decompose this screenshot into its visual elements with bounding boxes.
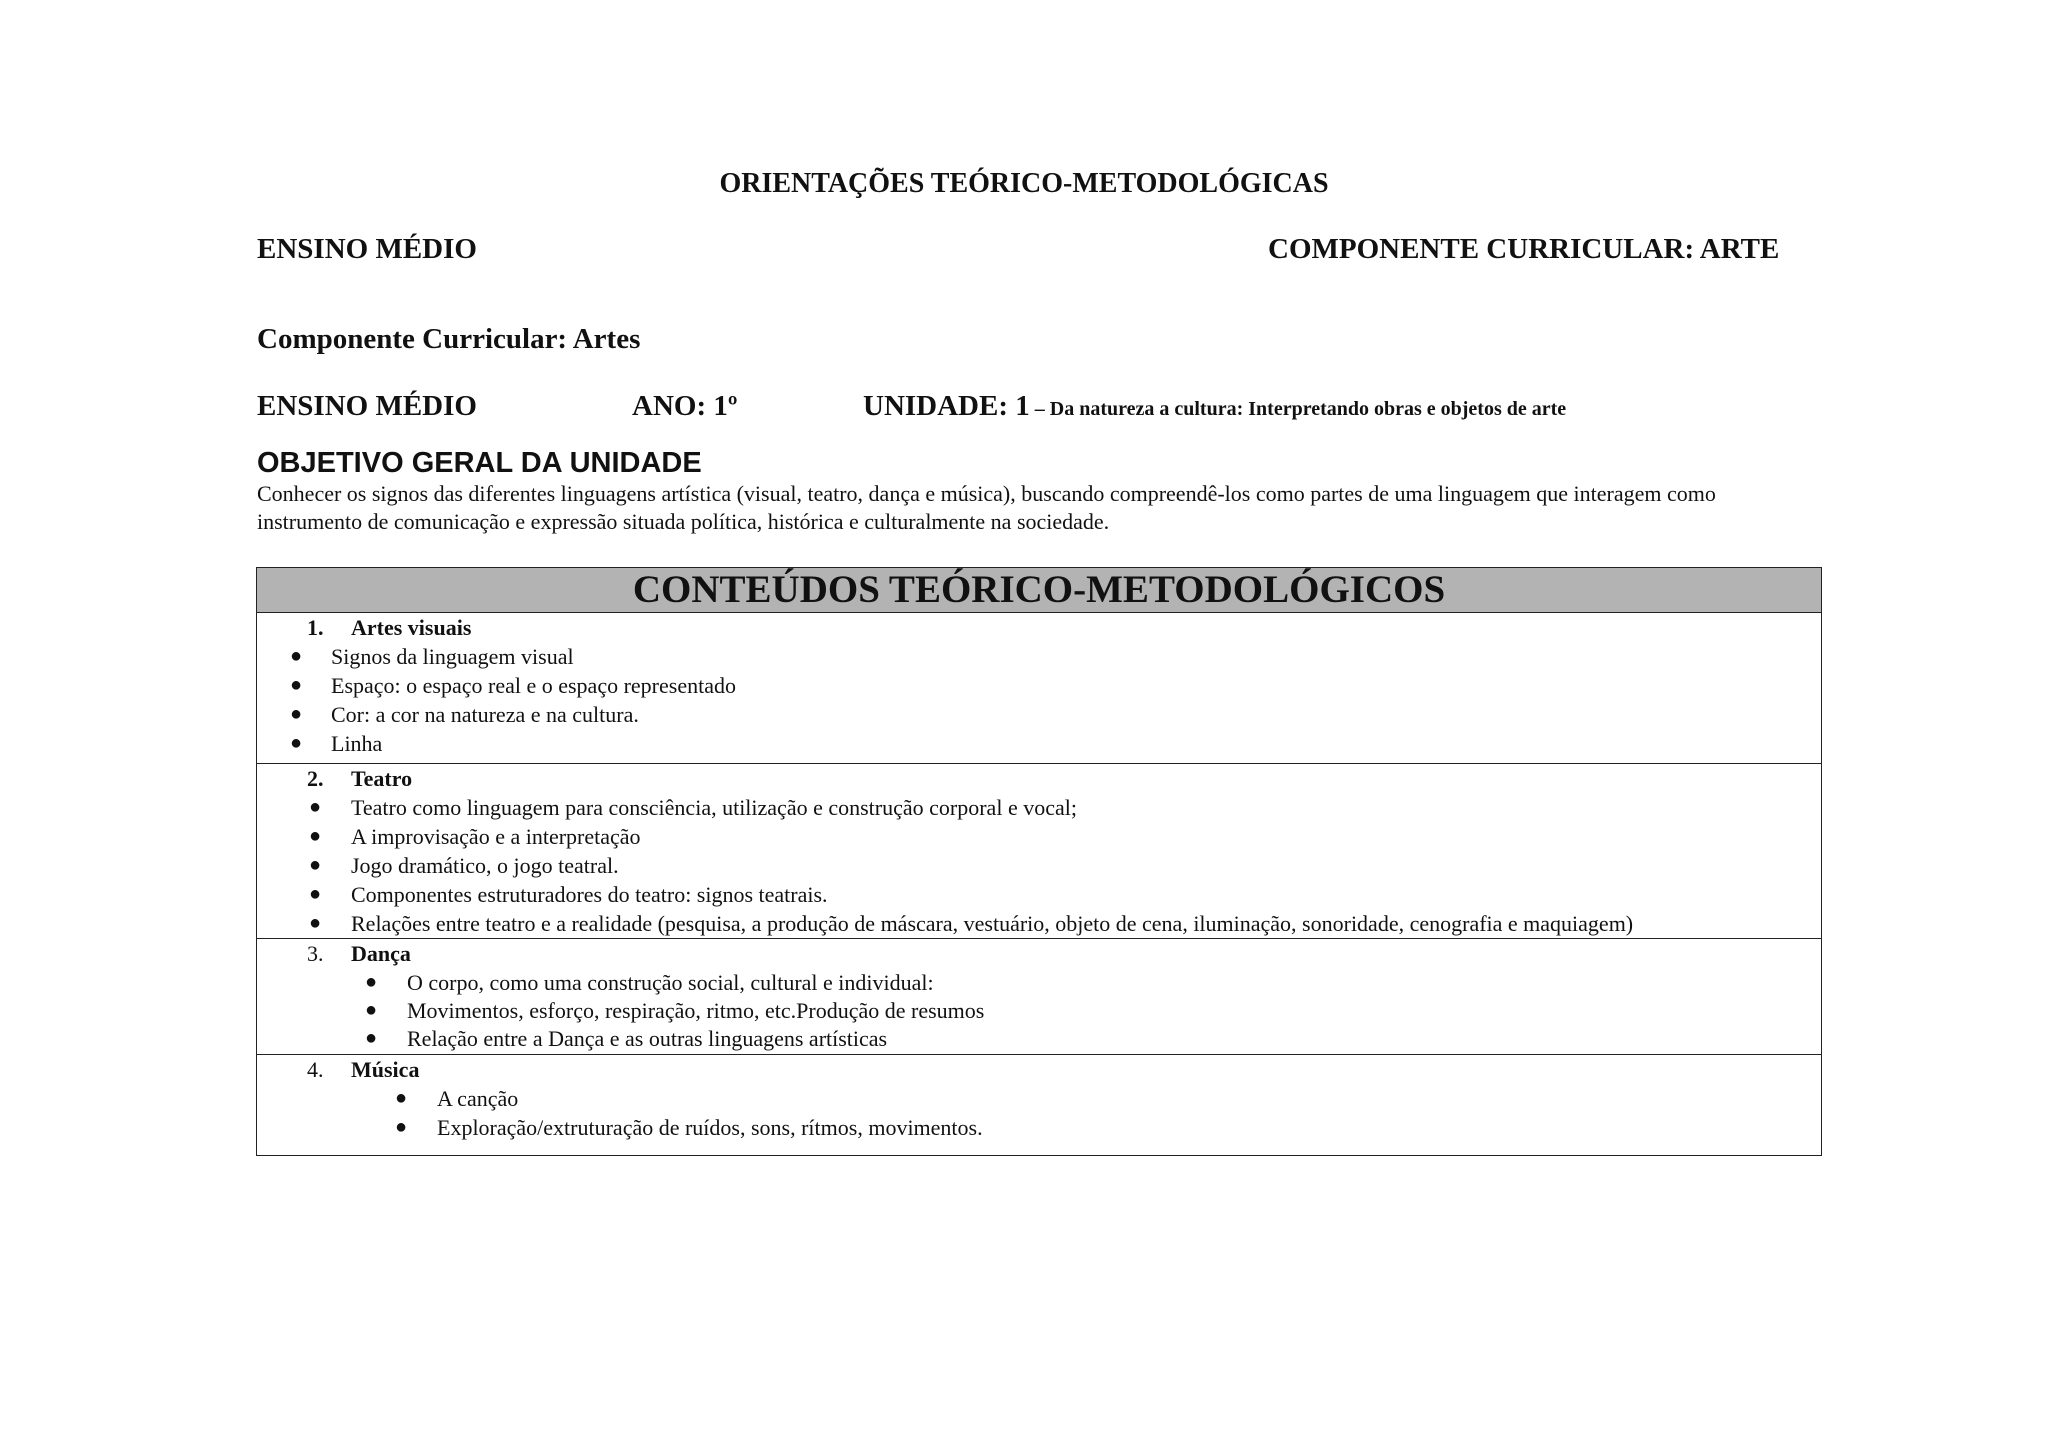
- item-text: Relações entre teatro e a realidade (pesquisa, a produção de máscara, vestuário, objeto de cena, iluminação, sonoridade, cenografia e maquiagem): [351, 911, 1634, 936]
- section-danca: [257, 939, 1821, 1055]
- list-item: [257, 996, 1821, 1024]
- section-number: 3.: [307, 941, 324, 966]
- section-heading: [257, 939, 1821, 968]
- component-subtitle: Componente Curricular: Artes: [257, 323, 641, 355]
- item-text: Relação entre a Dança e as outras linguagens artísticas: [407, 1026, 888, 1051]
- objective-title: OBJETIVO GERAL DA UNIDADE: [257, 447, 702, 479]
- item-text: Cor: a cor na natureza e na cultura.: [331, 702, 639, 727]
- bullet-icon: ●: [309, 883, 322, 905]
- section-heading: [257, 764, 1821, 793]
- table-header: CONTEÚDOS TEÓRICO-METODOLÓGICOS: [257, 568, 1821, 613]
- section-teatro: [257, 764, 1821, 939]
- bullet-icon: ●: [290, 645, 303, 667]
- item-text: Teatro como linguagem para consciência, utilização e construção corporal e vocal;: [351, 795, 1077, 820]
- section-heading: [257, 613, 1821, 642]
- item-text: Exploração/extruturação de ruídos, sons, rítmos, movimentos.: [437, 1115, 983, 1140]
- bullet-icon: ●: [290, 732, 303, 754]
- bullet-icon: ●: [309, 912, 322, 934]
- item-text: Linha: [331, 731, 383, 756]
- item-text: A improvisação e a interpretação: [351, 824, 641, 849]
- section-number: 4.: [307, 1057, 324, 1082]
- bullet-icon: ●: [365, 999, 378, 1021]
- list-item: [257, 851, 1821, 880]
- section-number: 1.: [307, 615, 324, 640]
- unit-label: [863, 390, 1566, 423]
- unit-description: – Da natureza a cultura: Interpretando obras e objetos de arte: [1029, 398, 1567, 420]
- item-text: Signos da linguagem visual: [331, 644, 574, 669]
- list-item: [257, 1084, 1821, 1113]
- document-title: ORIENTAÇÕES TEÓRICO-METODOLÓGICAS: [719, 168, 1329, 199]
- level-heading: ENSINO MÉDIO: [257, 233, 477, 265]
- bullet-icon: ●: [309, 854, 322, 876]
- objective-text: Conhecer os signos das diferentes linguagens artística (visual, teatro, dança e música), buscando compreendê-los como partes de uma linguagem que interagem como instrumento de comunicação e expressão situada política, histórica e culturalmente na sociedade.: [257, 481, 1716, 534]
- item-text: Espaço: o espaço real e o espaço representado: [331, 673, 736, 698]
- section-name: Música: [351, 1057, 420, 1082]
- bullet-icon: ●: [365, 1027, 378, 1049]
- section-name: Teatro: [351, 766, 413, 791]
- list-item: [257, 729, 1821, 758]
- list-item: [257, 671, 1821, 700]
- bullet-icon: ●: [395, 1087, 408, 1109]
- bullet-icon: ●: [290, 703, 303, 725]
- unit-number: UNIDADE: 1: [863, 390, 1030, 422]
- bullet-icon: ●: [309, 796, 322, 818]
- component-heading: COMPONENTE CURRICULAR: ARTE: [1268, 233, 1780, 265]
- section-number: 2.: [307, 766, 324, 791]
- item-text: Jogo dramático, o jogo teatral.: [351, 853, 619, 878]
- list-item: [257, 1024, 1821, 1052]
- item-text: O corpo, como uma construção social, cultural e individual:: [407, 970, 934, 995]
- list-item: [257, 793, 1821, 822]
- item-text: A canção: [437, 1086, 519, 1111]
- list-item: [257, 909, 1821, 938]
- section-heading: [257, 1055, 1821, 1084]
- section-artes-visuais: [257, 613, 1821, 764]
- level-label: ENSINO MÉDIO: [257, 390, 477, 422]
- contents-table: [256, 567, 1822, 1156]
- list-item: [257, 968, 1821, 996]
- list-item: [257, 1113, 1821, 1142]
- bullet-icon: ●: [309, 825, 322, 847]
- item-text: Componentes estruturadores do teatro: signos teatrais.: [351, 882, 828, 907]
- section-name: Artes visuais: [351, 615, 472, 640]
- item-text: Movimentos, esforço, respiração, ritmo, etc.Produção de resumos: [407, 998, 985, 1023]
- bullet-icon: ●: [395, 1116, 408, 1138]
- list-item: [257, 642, 1821, 671]
- list-item: [257, 880, 1821, 909]
- list-item: [257, 822, 1821, 851]
- section-name: Dança: [351, 941, 411, 966]
- year-label: ANO: 1º: [632, 390, 738, 422]
- bullet-icon: ●: [365, 971, 378, 993]
- section-musica: [257, 1055, 1821, 1155]
- bullet-icon: ●: [290, 674, 303, 696]
- list-item: [257, 700, 1821, 729]
